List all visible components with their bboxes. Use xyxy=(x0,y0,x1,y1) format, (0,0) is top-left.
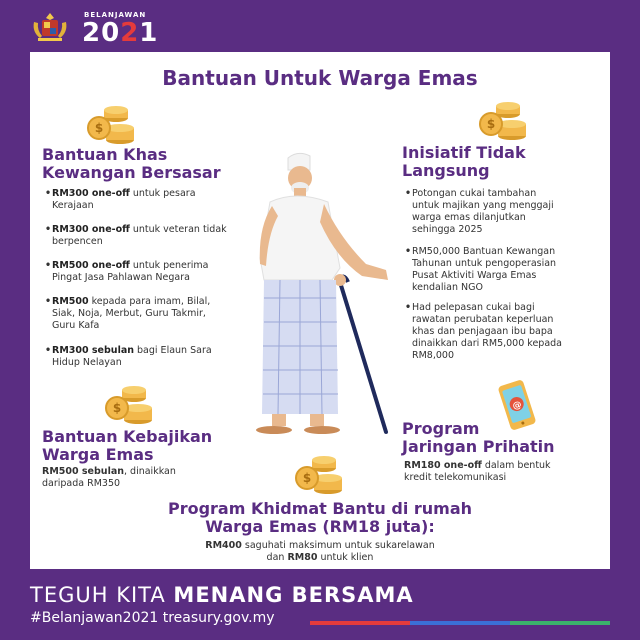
detail-text: dan xyxy=(266,552,288,563)
detail-text: dalam bentuk xyxy=(481,460,551,471)
bullet-icon: • xyxy=(45,260,52,271)
coins-icon xyxy=(294,456,346,494)
brand-label: BELANJAWAN xyxy=(84,11,147,19)
section-title-line: Bantuan Kebajikan xyxy=(42,427,213,446)
list-item-text: berpencen xyxy=(52,236,103,247)
list-item-text: kendalian NGO xyxy=(412,282,483,293)
section-title-line: Inisiatif Tidak xyxy=(402,143,526,162)
stripe-red xyxy=(310,621,410,625)
list-item xyxy=(45,260,242,284)
list-item-text: dinaikkan dari RM5,000 kepada xyxy=(412,338,562,349)
list-item xyxy=(45,188,242,212)
list-item-text: bagi Elaun Sara xyxy=(134,345,212,356)
bullet-icon: • xyxy=(405,302,412,313)
list-item-text: RM50,000 Bantuan Kewangan xyxy=(412,246,556,257)
section-title-line: Jaringan Prihatin xyxy=(402,437,555,456)
list-item-text: sehingga 2025 xyxy=(412,224,483,235)
detail-text: untuk klien xyxy=(317,552,374,563)
section-title-line: Warga Emas (RM18 juta): xyxy=(205,517,435,536)
section-title-line: Kewangan Bersasar xyxy=(42,163,221,182)
slogan-part-2: MENANG BERSAMA xyxy=(173,583,414,607)
detail-amount: RM500 sebulan xyxy=(42,466,124,477)
detail-amount: RM80 xyxy=(287,552,318,563)
detail-text: saguhati maksimum untuk sukarelawan xyxy=(241,540,435,551)
slogan-part-1: TEGUH KITA xyxy=(30,583,174,607)
stripe-blue xyxy=(410,621,510,625)
brand-year xyxy=(82,18,158,48)
page-title: Bantuan Untuk Warga Emas xyxy=(162,66,478,90)
list-item-text: Pusat Aktiviti Warga Emas xyxy=(412,270,537,281)
list-item xyxy=(405,302,602,362)
jaringan-prihatin-detail xyxy=(404,460,604,484)
elderly-man-illustration xyxy=(236,148,406,438)
list-item xyxy=(405,246,602,294)
section-title-line: Warga Emas xyxy=(42,445,154,464)
bullet-icon: • xyxy=(45,224,52,235)
list-item-text: khas dan penjagaan ibu bapa xyxy=(412,326,553,337)
list-item-text: RM8,000 xyxy=(412,350,454,361)
list-item-text: Potongan cukai tambahan xyxy=(412,188,537,199)
list-item-text: untuk penerima xyxy=(129,260,209,271)
section-title-inisiatif xyxy=(402,144,526,180)
list-item-text: kepada para imam, Bilal, xyxy=(88,296,211,307)
bullet-icon: • xyxy=(45,296,52,307)
list-item-text: Hidup Nelayan xyxy=(52,357,122,368)
list-item xyxy=(45,224,242,248)
coins-icon xyxy=(86,106,138,144)
svg-text:$: $ xyxy=(94,121,104,135)
list-item-amount: RM500 xyxy=(52,296,89,307)
detail-text: daripada RM350 xyxy=(42,478,121,489)
detail-text: , dinaikkan xyxy=(124,466,176,477)
bullet-icon: • xyxy=(45,188,52,199)
section-title-jaringan-prihatin xyxy=(402,420,555,456)
detail-text: kredit telekomunikasi xyxy=(404,472,507,483)
section-title-line: Program Khidmat Bantu di rumah xyxy=(167,499,473,518)
list-item-text: Guru Kafa xyxy=(52,320,100,331)
stripe-green xyxy=(510,621,610,625)
section-title-bantuan-khas xyxy=(42,146,221,182)
svg-text:$: $ xyxy=(486,117,496,131)
cane-icon xyxy=(340,282,386,432)
detail-amount: RM400 xyxy=(205,540,242,551)
malaysia-coat-of-arms-icon xyxy=(30,10,70,44)
section-title-khidmat-bantu xyxy=(40,500,600,536)
list-item-text: untuk pesara xyxy=(129,188,196,199)
list-item xyxy=(45,345,242,369)
list-item-text: untuk veteran tidak xyxy=(129,224,227,235)
list-item-text: untuk pengoperasian xyxy=(451,258,557,269)
brand-year-part-3: 1 xyxy=(139,18,159,48)
footer-slogan xyxy=(30,583,414,607)
coins-icon xyxy=(104,386,156,424)
list-item-text: Tahunan xyxy=(412,258,452,269)
header xyxy=(0,0,640,52)
svg-text:$: $ xyxy=(112,401,122,415)
detail-amount: RM180 one-off xyxy=(404,460,482,471)
svg-text:$: $ xyxy=(302,471,312,485)
list-item-text: Had pelepasan cukai bagi xyxy=(412,302,535,313)
list-item xyxy=(45,296,242,332)
brand-year-part-2: 2 xyxy=(120,18,140,48)
list-item-amount: RM300 sebulan xyxy=(52,345,134,356)
kebajikan-detail xyxy=(42,466,242,490)
section-title-line: Program xyxy=(402,419,480,438)
khidmat-bantu-detail xyxy=(40,540,600,564)
footer-hashtag: #Belanjawan2021 treasury.gov.my xyxy=(30,610,275,626)
svg-text:@: @ xyxy=(511,399,524,413)
bullet-icon: • xyxy=(405,188,412,199)
section-title-line: Bantuan Khas xyxy=(42,145,168,164)
list-item-text: Kerajaan xyxy=(52,200,94,211)
section-title-bantuan-kebajikan xyxy=(42,428,212,464)
list-item-text: warga emas dilanjutkan xyxy=(412,212,526,223)
list-item-text: rawatan perubatan keperluan xyxy=(412,314,554,325)
list-item xyxy=(405,188,602,236)
list-item-amount: RM300 one-off xyxy=(52,224,130,235)
section-title-line: Langsung xyxy=(402,161,490,180)
list-item-text: Siak, Noja, Merbut, Guru Takmir, xyxy=(52,308,206,319)
list-item-amount: RM300 one-off xyxy=(52,188,130,199)
list-item-text: Pingat Jasa Pahlawan Negara xyxy=(52,272,190,283)
bullet-icon: • xyxy=(405,246,412,257)
list-item-text: untuk majikan yang menggaji xyxy=(412,200,554,211)
coins-icon xyxy=(478,102,530,140)
brand-year-part-1: 20 xyxy=(82,18,121,48)
bullet-icon: • xyxy=(45,345,52,356)
list-item-amount: RM500 one-off xyxy=(52,260,130,271)
